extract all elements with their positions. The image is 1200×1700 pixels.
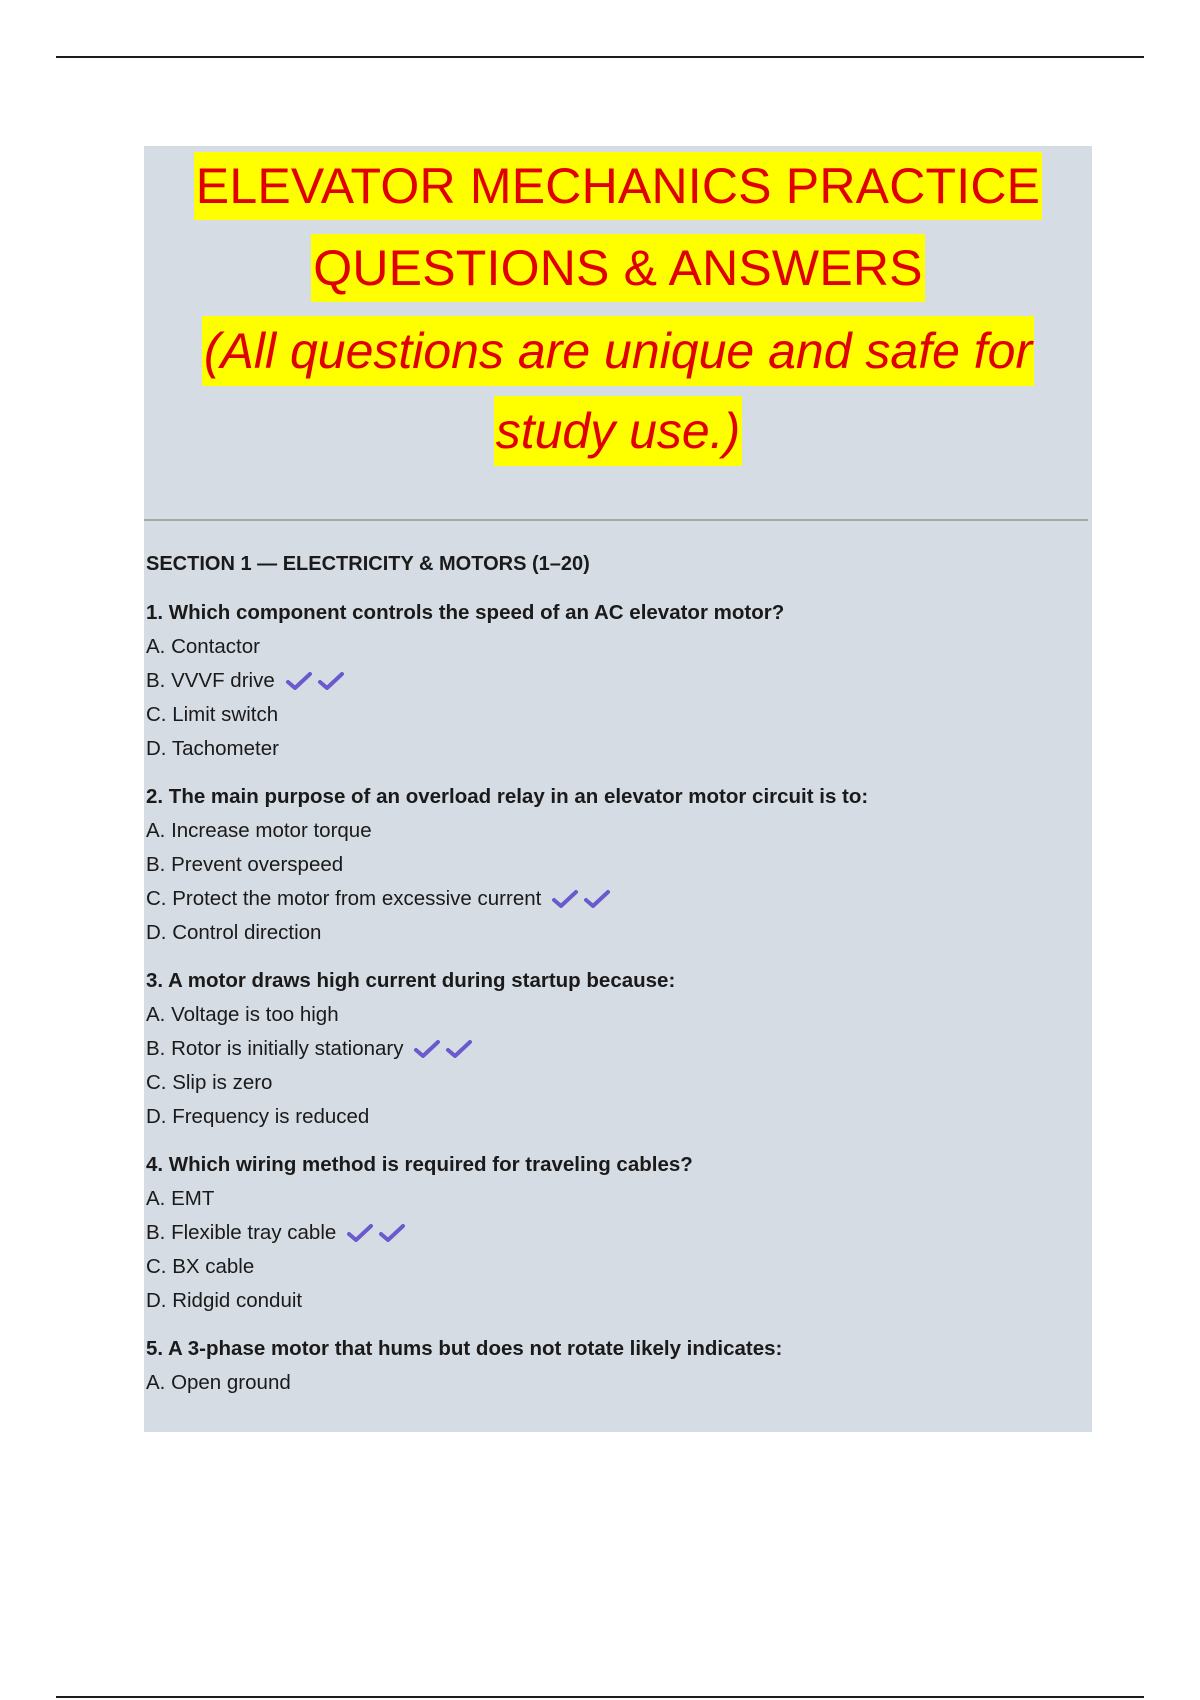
document-title-line-1: ELEVATOR MECHANICS PRACTICE (194, 152, 1042, 220)
question-text: 3. A motor draws high current during startup because: (146, 969, 676, 992)
questions-content (146, 550, 1092, 1416)
answer-option-label: C. Protect the motor from excessive current (146, 887, 542, 910)
question-list (146, 598, 1092, 1400)
question-item (146, 1150, 1092, 1318)
answer-option-correct (146, 1216, 1092, 1250)
check-mark-icon (378, 1222, 406, 1244)
check-mark-icon (346, 1222, 374, 1244)
answer-option-label: B. Flexible tray cable (146, 1221, 337, 1244)
answer-option (146, 698, 1092, 732)
answer-option (146, 1366, 1092, 1400)
answer-option-label: D. Frequency is reduced (146, 1105, 370, 1128)
document-title-line-2: QUESTIONS & ANSWERS (311, 234, 924, 302)
check-mark-icon (413, 1038, 441, 1060)
answer-option-label: A. Open ground (146, 1371, 291, 1394)
answer-option-correct (146, 664, 1092, 698)
answer-option (146, 1100, 1092, 1134)
question-item (146, 598, 1092, 766)
answer-option (146, 916, 1092, 950)
answer-option-label: D. Control direction (146, 921, 322, 944)
answer-option-correct (146, 882, 1092, 916)
section-heading: SECTION 1 — ELECTRICITY & MOTORS (1–20) (146, 553, 590, 575)
answer-option (146, 848, 1092, 882)
top-rule (56, 56, 1144, 58)
answer-option (146, 998, 1092, 1032)
correct-answer-marks (285, 670, 345, 692)
correct-answer-marks (551, 888, 611, 910)
title-block (144, 146, 1092, 476)
question-item (146, 1334, 1092, 1400)
document-panel (144, 146, 1092, 1432)
answer-option-label: B. Rotor is initially stationary (146, 1037, 404, 1060)
answer-option-label: C. Slip is zero (146, 1071, 273, 1094)
check-mark-icon (445, 1038, 473, 1060)
check-mark-icon (317, 670, 345, 692)
check-mark-icon (583, 888, 611, 910)
document-subtitle-line-1: (All questions are unique and safe for (202, 316, 1034, 386)
answer-option (146, 814, 1092, 848)
answer-option-label: C. BX cable (146, 1255, 255, 1278)
check-mark-icon (285, 670, 313, 692)
check-mark-icon (551, 888, 579, 910)
question-text: 5. A 3-phase motor that hums but does not rotate likely indicates: (146, 1337, 783, 1360)
answer-option-label: B. Prevent overspeed (146, 853, 344, 876)
bottom-rule (56, 1696, 1144, 1698)
correct-answer-marks (413, 1038, 473, 1060)
question-item (146, 782, 1092, 950)
answer-option (146, 1250, 1092, 1284)
answer-option (146, 1182, 1092, 1216)
section-divider (144, 519, 1088, 521)
answer-option-label: A. Increase motor torque (146, 819, 372, 842)
answer-option (146, 630, 1092, 664)
answer-option-label: A. Contactor (146, 635, 260, 658)
answer-option (146, 1284, 1092, 1318)
answer-option-label: D. Ridgid conduit (146, 1289, 303, 1312)
question-text: 1. Which component controls the speed of an AC elevator motor? (146, 601, 785, 624)
answer-option (146, 1066, 1092, 1100)
answer-option-label: D. Tachometer (146, 737, 279, 760)
answer-option (146, 732, 1092, 766)
answer-option-label: B. VVVF drive (146, 669, 275, 692)
answer-option-label: A. Voltage is too high (146, 1003, 339, 1026)
question-text: 4. Which wiring method is required for traveling cables? (146, 1153, 693, 1176)
answer-option-correct (146, 1032, 1092, 1066)
question-text: 2. The main purpose of an overload relay in an elevator motor circuit is to: (146, 785, 869, 808)
question-item (146, 966, 1092, 1134)
document-subtitle-line-2: study use.) (494, 396, 743, 466)
answer-option-label: A. EMT (146, 1187, 215, 1210)
correct-answer-marks (346, 1222, 406, 1244)
answer-option-label: C. Limit switch (146, 703, 279, 726)
